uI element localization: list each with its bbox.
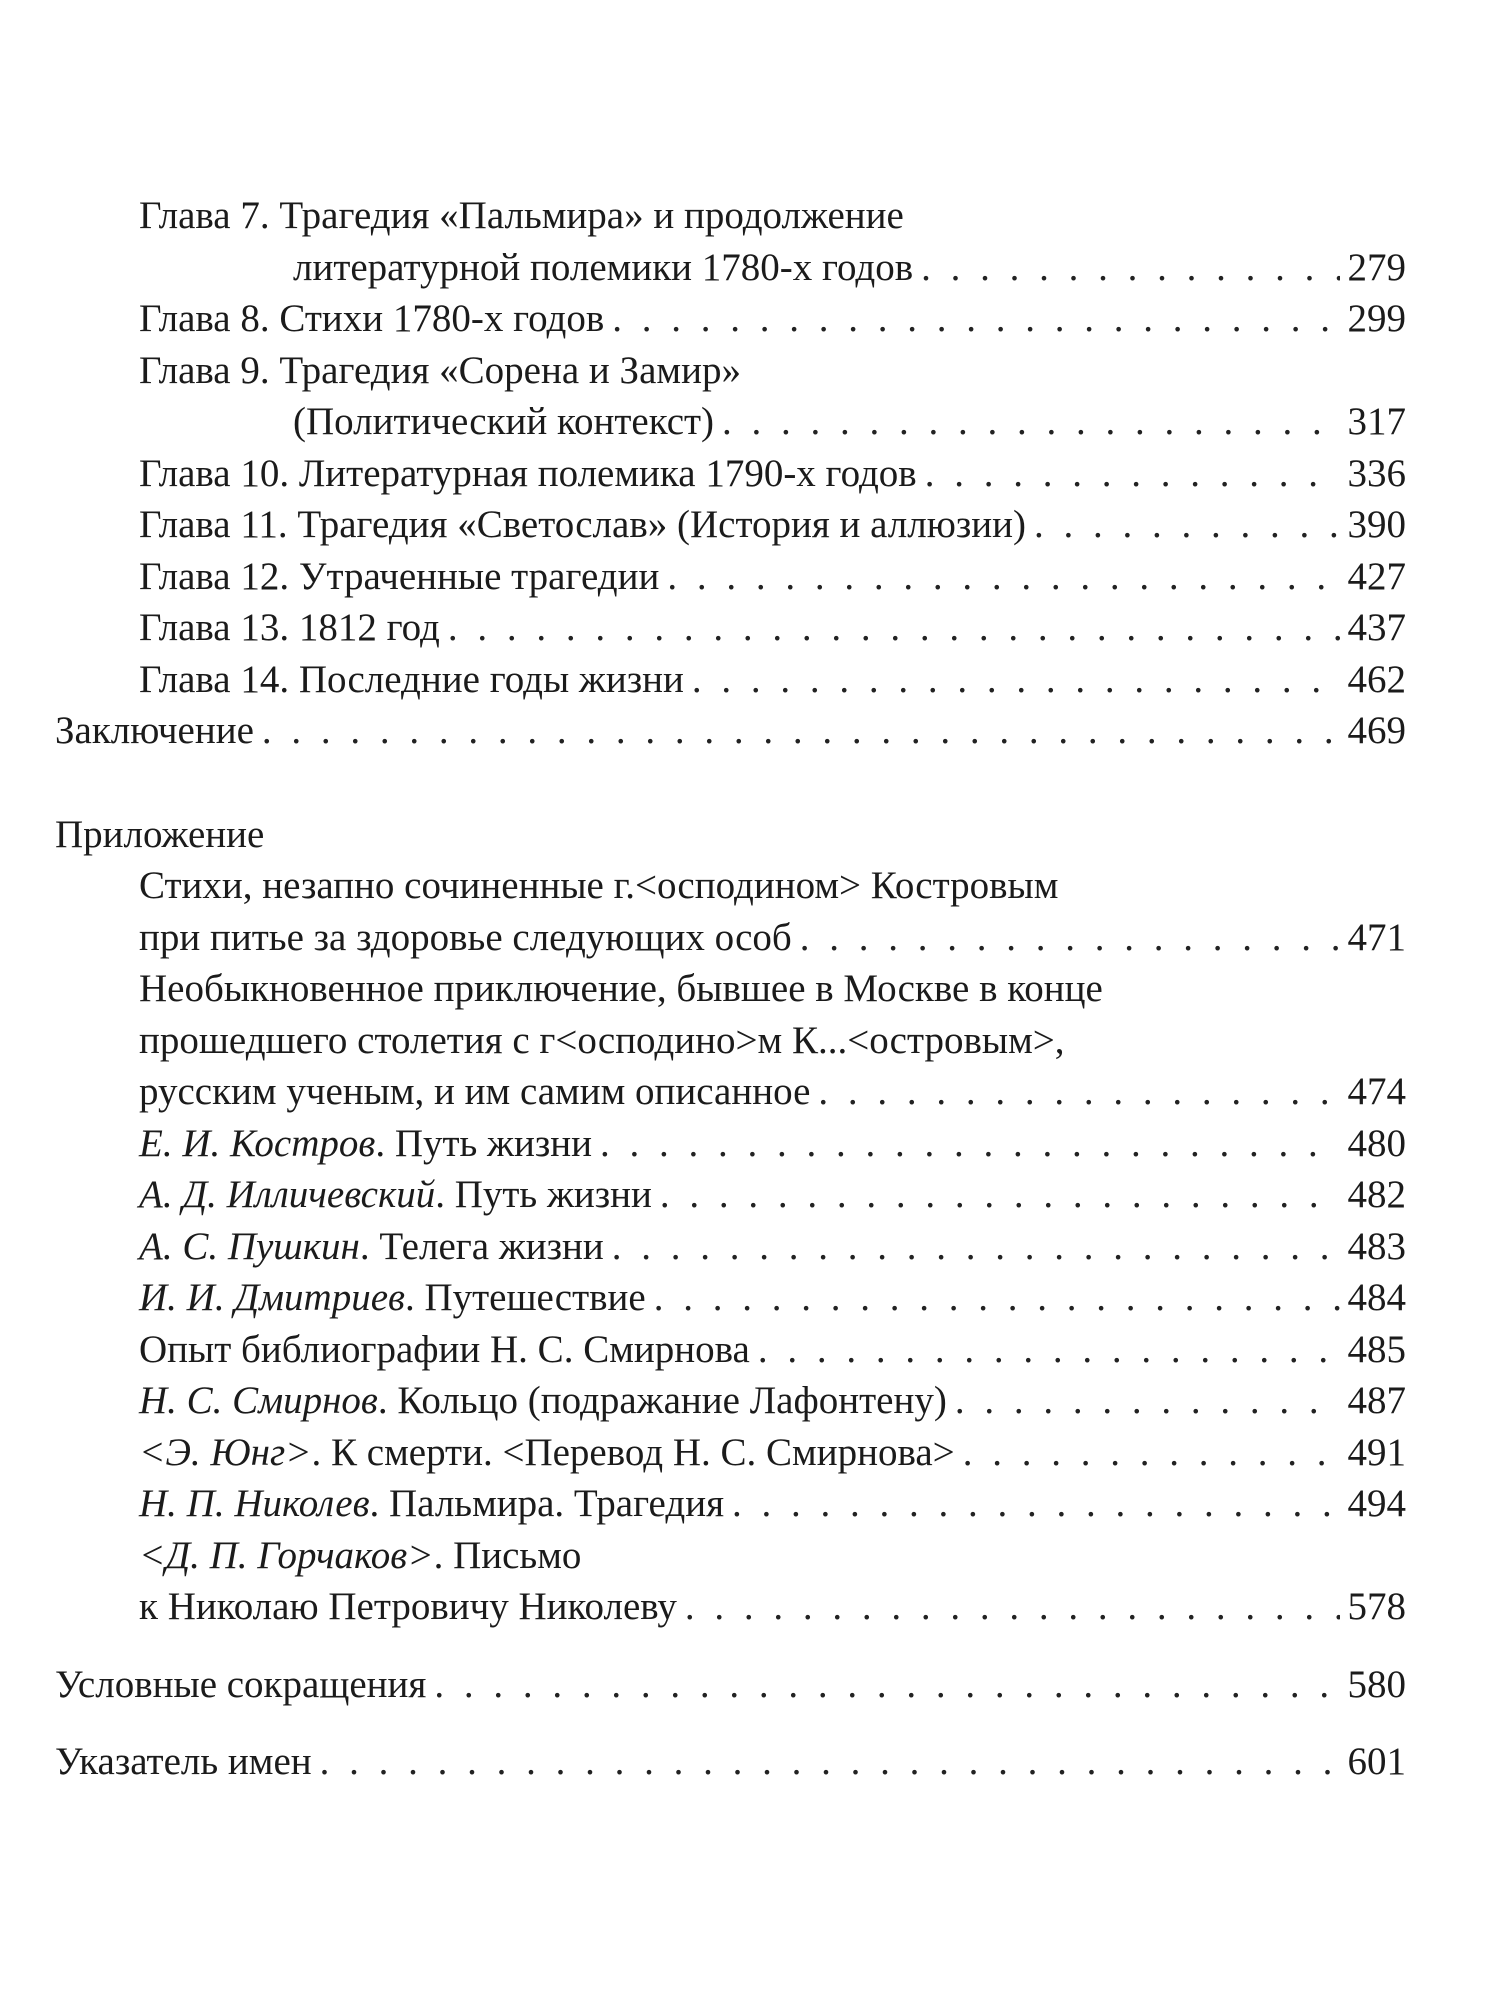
toc-entry-chapter-12 — [55, 551, 1406, 603]
leader-dots — [921, 242, 1339, 294]
appendix-entry-cont — [55, 1015, 1406, 1067]
entry-title: Глава 11. Трагедия «Светослав» (История и аллюзии) — [139, 503, 1027, 546]
entry-work: . К смерти. <Перевод Н. С. Смирнова> — [311, 1430, 955, 1474]
leader-dots — [667, 551, 1339, 603]
leader-dots — [722, 396, 1339, 448]
toc-entry-chapter-9-cont — [55, 396, 1406, 448]
leader-dots — [434, 1659, 1339, 1711]
page-number: 469 — [1347, 709, 1406, 752]
entry-title: Опыт библиографии Н. С. Смирнова — [139, 1327, 750, 1371]
entry-title-line: Стихи, незапно сочиненные г.<осподином> Костровым — [139, 864, 1059, 907]
leader-dots — [758, 1324, 1340, 1376]
entry-title-line: при питье за здоровье следующих особ — [139, 915, 792, 959]
toc-entry-conclusion — [55, 705, 1406, 757]
appendix-entry — [55, 1324, 1406, 1376]
leader-dots — [262, 705, 1340, 757]
entry-author: А. С. Пушкин — [139, 1224, 360, 1268]
page-number: 299 — [1347, 297, 1406, 340]
page-number: 482 — [1347, 1173, 1406, 1216]
entry-title — [139, 1375, 947, 1427]
entry-title: Глава 10. Литературная полемика 1790-х годов — [139, 451, 917, 495]
page-number: 494 — [1347, 1482, 1406, 1525]
entry-work: . Путешествие — [404, 1276, 646, 1319]
entry-work: . Путь жизни — [435, 1173, 652, 1216]
leader-dots — [612, 1221, 1340, 1273]
page-number: 485 — [1347, 1327, 1406, 1371]
appendix-entry — [55, 963, 1406, 1015]
page-number: 336 — [1347, 451, 1406, 495]
section-spacer — [55, 757, 1406, 809]
leader-dots — [320, 1736, 1340, 1788]
appendix-entry — [55, 1221, 1406, 1273]
page-number: 279 — [1347, 245, 1406, 289]
toc-entry-abbreviations — [55, 1659, 1406, 1711]
entry-author: А. Д. Илличевский — [139, 1173, 436, 1216]
entry-title — [139, 1272, 646, 1324]
entry-work: . Путь жизни — [375, 1121, 593, 1165]
appendix-entry-cont — [55, 1581, 1406, 1633]
leader-dots — [600, 1118, 1339, 1170]
entry-work: . Письмо — [433, 1533, 582, 1577]
appendix-entry — [55, 1478, 1406, 1530]
page-number: 487 — [1347, 1379, 1406, 1422]
entry-title — [139, 1118, 592, 1170]
page-number: 462 — [1347, 657, 1406, 701]
leader-dots — [818, 1066, 1339, 1118]
entry-title-line: (Политический контекст) — [293, 400, 715, 443]
entry-title-line: прошедшего столетия с г<осподино>м К...<островым>, — [139, 1018, 1065, 1062]
appendix-entry-cont — [55, 1066, 1406, 1118]
appendix-heading — [55, 809, 1406, 861]
entry-title-line: к Николаю Петровичу Николеву — [139, 1585, 677, 1628]
leader-dots — [800, 912, 1340, 964]
entry-title-line: Глава 9. Трагедия «Сорена и Замир» — [139, 348, 741, 392]
leader-dots — [732, 1478, 1339, 1530]
page-number: 491 — [1347, 1430, 1406, 1474]
entry-title: Глава 13. 1812 год — [139, 606, 440, 649]
leader-dots — [1034, 499, 1339, 551]
entry-author: Н. П. Николев — [139, 1482, 370, 1525]
entry-title: Указатель имен — [55, 1740, 312, 1783]
page-number: 471 — [1347, 915, 1406, 959]
entry-title: Глава 8. Стихи 1780-х годов — [139, 297, 605, 340]
page-number: 580 — [1347, 1662, 1406, 1706]
leader-dots — [925, 448, 1340, 500]
toc-entry-chapter-9 — [55, 345, 1406, 397]
entry-title-line: Необыкновенное приключение, бывшее в Москве в конце — [139, 967, 1103, 1010]
toc-entry-chapter-14 — [55, 654, 1406, 706]
page-number: 483 — [1347, 1224, 1406, 1268]
section-heading: Приложение — [55, 812, 265, 856]
entry-title-line: русским ученым, и им самим описанное — [139, 1070, 811, 1113]
entry-work: . Кольцо (подражание Лафонтену) — [377, 1379, 947, 1422]
table-of-contents — [55, 190, 1406, 1788]
entry-title — [139, 1427, 955, 1479]
entry-work: . Пальмира. Трагедия — [369, 1482, 725, 1525]
appendix-entry — [55, 1272, 1406, 1324]
page-number: 484 — [1347, 1276, 1406, 1319]
page-number: 474 — [1347, 1070, 1406, 1113]
entry-title — [139, 1221, 604, 1273]
entry-title — [139, 1478, 724, 1530]
page-number: 578 — [1347, 1585, 1406, 1628]
entry-author: Н. С. Смирнов — [139, 1379, 378, 1422]
leader-dots — [654, 1272, 1340, 1324]
appendix-entry — [55, 860, 1406, 912]
leader-dots — [685, 1581, 1340, 1633]
appendix-entry — [55, 1169, 1406, 1221]
toc-entry-chapter-10 — [55, 448, 1406, 500]
toc-entry-index — [55, 1736, 1406, 1788]
entry-title — [139, 1169, 652, 1221]
appendix-entry — [55, 1427, 1406, 1479]
entry-author: Е. И. Костров — [139, 1121, 376, 1165]
entry-title-line: Глава 7. Трагедия «Пальмира» и продолжение — [139, 194, 904, 237]
entry-title-line: литературной полемики 1780-х годов — [293, 245, 914, 289]
entry-title: Глава 12. Утраченные трагедии — [139, 554, 660, 598]
section-spacer — [55, 1710, 1406, 1736]
leader-dots — [448, 602, 1340, 654]
toc-entry-chapter-11 — [55, 499, 1406, 551]
entry-title: Глава 14. Последние годы жизни — [139, 657, 684, 701]
toc-entry-chapter-7-cont — [55, 242, 1406, 294]
entry-title — [139, 1530, 581, 1582]
leader-dots — [660, 1169, 1340, 1221]
toc-entry-chapter-13 — [55, 602, 1406, 654]
leader-dots — [692, 654, 1340, 706]
appendix-entry-cont — [55, 912, 1406, 964]
leader-dots — [955, 1375, 1340, 1427]
page-number: 601 — [1347, 1740, 1406, 1783]
toc-entry-chapter-8 — [55, 293, 1406, 345]
entry-work: . Телега жизни — [359, 1224, 604, 1268]
entry-author: И. И. Дмитриев — [139, 1276, 405, 1319]
leader-dots — [963, 1427, 1340, 1479]
page-number: 317 — [1347, 400, 1406, 443]
section-spacer — [55, 1633, 1406, 1659]
entry-author: <Д. П. Горчаков> — [139, 1533, 434, 1577]
appendix-entry — [55, 1118, 1406, 1170]
entry-title: Условные сокращения — [55, 1662, 427, 1706]
leader-dots — [612, 293, 1339, 345]
page-number: 437 — [1347, 606, 1406, 649]
toc-entry-chapter-7 — [55, 190, 1406, 242]
entry-title: Заключение — [55, 709, 254, 752]
page-number: 427 — [1347, 554, 1406, 598]
page-number: 390 — [1347, 503, 1406, 546]
appendix-entry — [55, 1375, 1406, 1427]
entry-author: <Э. Юнг> — [139, 1430, 312, 1474]
appendix-entry — [55, 1530, 1406, 1582]
page-number: 480 — [1347, 1121, 1406, 1165]
